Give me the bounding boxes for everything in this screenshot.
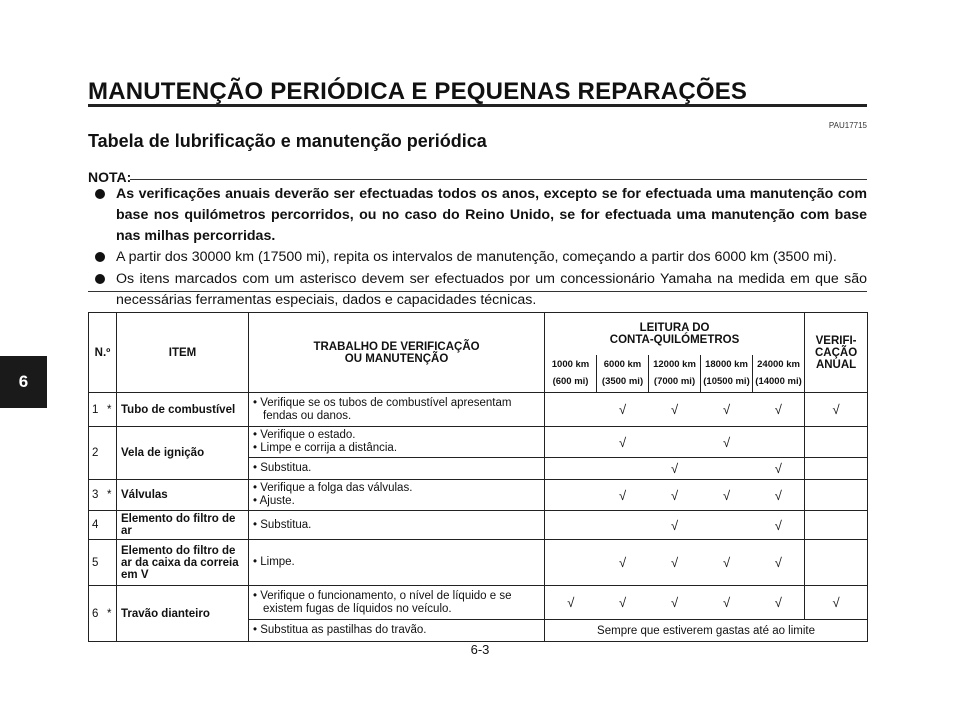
annual-check-cell	[805, 586, 868, 620]
check-mark-icon: √	[670, 402, 679, 417]
bullet-icon	[95, 269, 116, 311]
table-row	[89, 511, 868, 540]
mi-label: (3500 mi)	[601, 376, 644, 388]
note-text: As verificações anuais deverão ser efectuadas todos os anos, excepto se for efectuada uma manutenção com base nos quilómetros percorridos, ou no caso do Reino Unido, se for efectuada uma manutenção com base nas milhas percorridas.	[116, 186, 867, 244]
interval-check-cell	[597, 393, 649, 427]
interval-check-cell	[545, 427, 597, 458]
mi-label: (14000 mi)	[755, 376, 802, 388]
check-mark-icon: √	[618, 434, 627, 450]
check-mark-icon: √	[832, 402, 840, 417]
item-name: Elemento do filtro de ar	[117, 511, 249, 540]
work-cell	[249, 586, 545, 620]
check-mark-icon: √	[722, 434, 731, 450]
header-reading	[545, 313, 805, 355]
interval-check-cell	[701, 540, 753, 586]
work-line: • Verifique se os tubos de combustível apresentam	[253, 396, 512, 409]
interval-check-cell	[649, 511, 701, 540]
check-mark-icon: √	[670, 461, 679, 476]
mi-label: (10500 mi)	[703, 376, 750, 388]
check-mark-icon: √	[774, 555, 782, 570]
item-name: Válvulas	[117, 480, 249, 511]
interval-check-cell	[545, 393, 597, 427]
check-mark-icon: √	[774, 461, 782, 476]
dealer-asterisk	[103, 540, 117, 586]
work-line: existem fugas de líquidos no veículo.	[263, 602, 452, 615]
item-name: Travão dianteiro	[117, 586, 249, 642]
interval-check-cell	[649, 427, 701, 458]
interval-check-cell	[597, 511, 649, 540]
work-line: • Limpe e corrija a distância.	[253, 442, 398, 454]
interval-check-cell	[649, 586, 701, 620]
work-cell	[249, 540, 545, 586]
page-number: 6-3	[470, 642, 490, 657]
interval-check-cell	[753, 458, 805, 480]
annual-check-cell	[805, 458, 868, 480]
item-name: Elemento do filtro de ar da caixa da correia em V	[117, 540, 249, 586]
interval-check-cell	[753, 480, 805, 511]
header-km-column	[753, 355, 805, 393]
check-mark-icon: √	[618, 402, 627, 417]
work-line: • Verifique o estado.	[253, 429, 356, 441]
dealer-asterisk: *	[103, 480, 117, 511]
note-item	[95, 184, 867, 247]
dealer-asterisk	[103, 511, 117, 540]
item-name: Vela de ignição	[117, 427, 249, 480]
check-mark-icon: √	[670, 517, 679, 533]
check-mark-icon: √	[670, 595, 679, 610]
note-item	[95, 269, 867, 311]
interval-check-cell	[545, 540, 597, 586]
row-number: 3	[89, 480, 103, 511]
row-number: 1	[89, 393, 103, 427]
annual-check-cell	[805, 393, 868, 427]
replacement-note: Sempre que estiverem gastas até ao limite	[545, 620, 868, 642]
interval-check-cell	[597, 480, 649, 511]
work-cell	[249, 480, 545, 511]
nota-divider	[130, 179, 867, 180]
interval-check-cell	[649, 480, 701, 511]
work-line: fendas ou danos.	[263, 409, 352, 422]
check-mark-icon: √	[567, 595, 575, 610]
interval-check-cell	[701, 458, 753, 480]
note-text: Os itens marcados com um asterisco devem ser efectuados por um concessionário Yamaha na medida em que são necessárias ferramentas especiais, dados e capacidades técnicas.	[116, 271, 867, 308]
work-line: • Substitua as pastilhas do travão.	[253, 624, 427, 636]
interval-check-cell	[597, 540, 649, 586]
row-number: 4	[89, 511, 103, 540]
interval-check-cell	[649, 540, 701, 586]
work-line: • Substitua.	[253, 462, 312, 474]
km-label: 24000 km	[757, 359, 800, 371]
work-line: • Limpe.	[253, 556, 295, 568]
work-cell	[249, 393, 545, 427]
work-line: • Substitua.	[253, 518, 312, 531]
interval-check-cell	[545, 511, 597, 540]
header-work-line: OU MANUTENÇÃO	[344, 352, 449, 365]
km-label: 12000 km	[653, 359, 696, 371]
header-no: N.º	[89, 313, 117, 393]
table-row	[89, 586, 868, 620]
check-mark-icon: √	[618, 487, 627, 503]
header-km-column	[597, 355, 649, 393]
interval-check-cell	[701, 480, 753, 511]
interval-check-cell	[597, 586, 649, 620]
maintenance-table	[88, 312, 868, 642]
row-number: 2	[89, 427, 103, 480]
page-header-title: MANUTENÇÃO PERIÓDICA E PEQUENAS REPARAÇÕES	[88, 78, 748, 105]
interval-check-cell	[701, 511, 753, 540]
header-work	[249, 313, 545, 393]
item-name: Tubo de combustível	[117, 393, 249, 427]
annual-check-cell	[805, 511, 868, 540]
header-annual	[805, 313, 868, 393]
check-mark-icon: √	[722, 487, 731, 503]
interval-check-cell	[701, 427, 753, 458]
annual-check-cell	[805, 427, 868, 458]
notes-divider	[88, 291, 867, 292]
interval-check-cell	[753, 586, 805, 620]
check-mark-icon: √	[618, 595, 627, 610]
annual-check-cell	[805, 540, 868, 586]
km-label: 1000 km	[551, 359, 590, 371]
work-cell	[249, 458, 545, 480]
interval-check-cell	[597, 427, 649, 458]
interval-check-cell	[545, 586, 597, 620]
check-mark-icon: √	[722, 402, 731, 417]
row-number: 6	[89, 586, 103, 642]
annual-check-cell	[805, 480, 868, 511]
work-line: • Verifique o funcionamento, o nível de líquido e se	[253, 589, 512, 602]
bullet-icon	[95, 247, 116, 269]
note-text: A partir dos 30000 km (17500 mi), repita os intervalos de manutenção, começando a partir dos 6000 km (3500 mi).	[116, 249, 837, 265]
interval-check-cell	[753, 393, 805, 427]
row-number: 5	[89, 540, 103, 586]
table-row	[89, 393, 868, 427]
dealer-asterisk: *	[103, 586, 117, 642]
header-item: ITEM	[117, 313, 249, 393]
header-km-column	[545, 355, 597, 393]
header-km-column	[649, 355, 701, 393]
chapter-tab: 6	[0, 356, 47, 408]
header-reading-line: LEITURA DO	[639, 322, 710, 335]
document-code: PAU17715	[828, 121, 867, 130]
header-reading-line: CONTA-QUILÓMETROS	[609, 334, 740, 347]
interval-check-cell	[753, 540, 805, 586]
table-row	[89, 540, 868, 586]
mi-label: (7000 mi)	[653, 376, 696, 388]
interval-check-cell	[649, 393, 701, 427]
section-title: Tabela de lubrificação e manutenção periódica	[88, 131, 487, 151]
check-mark-icon: √	[774, 402, 782, 417]
km-label: 6000 km	[603, 359, 642, 371]
check-mark-icon: √	[832, 595, 840, 610]
interval-check-cell	[545, 458, 597, 480]
check-mark-icon: √	[774, 595, 782, 610]
table-row	[89, 480, 868, 511]
work-cell	[249, 511, 545, 540]
interval-check-cell	[597, 458, 649, 480]
check-mark-icon: √	[618, 555, 627, 570]
nota-label: NOTA:	[88, 169, 132, 185]
header-km-column	[701, 355, 753, 393]
work-cell	[249, 620, 545, 642]
header-annual-line: CAÇÃO	[814, 346, 858, 359]
interval-check-cell	[753, 511, 805, 540]
bullet-icon	[95, 184, 116, 247]
mi-label: (600 mi)	[552, 376, 589, 388]
km-label: 18000 km	[705, 359, 748, 371]
interval-check-cell	[753, 427, 805, 458]
check-mark-icon: √	[722, 595, 731, 610]
header-work-line: TRABALHO DE VERIFICAÇÃO	[313, 340, 480, 353]
interval-check-cell	[649, 458, 701, 480]
interval-check-cell	[701, 586, 753, 620]
table-row	[89, 427, 868, 458]
interval-check-cell	[545, 480, 597, 511]
check-mark-icon: √	[722, 555, 731, 570]
dealer-asterisk	[103, 427, 117, 480]
header-annual-line: ANUAL	[815, 358, 857, 371]
check-mark-icon: √	[774, 487, 782, 503]
check-mark-icon: √	[670, 487, 679, 503]
work-cell	[249, 427, 545, 458]
note-item	[95, 247, 867, 269]
check-mark-icon: √	[670, 555, 679, 570]
interval-check-cell	[701, 393, 753, 427]
check-mark-icon: √	[774, 517, 782, 533]
header-annual-line: VERIFI-	[815, 334, 857, 347]
header-divider	[88, 104, 867, 107]
work-line: • Ajuste.	[253, 495, 295, 507]
work-line: • Verifique a folga das válvulas.	[253, 482, 413, 494]
header-row	[89, 313, 868, 355]
dealer-asterisk: *	[103, 393, 117, 427]
